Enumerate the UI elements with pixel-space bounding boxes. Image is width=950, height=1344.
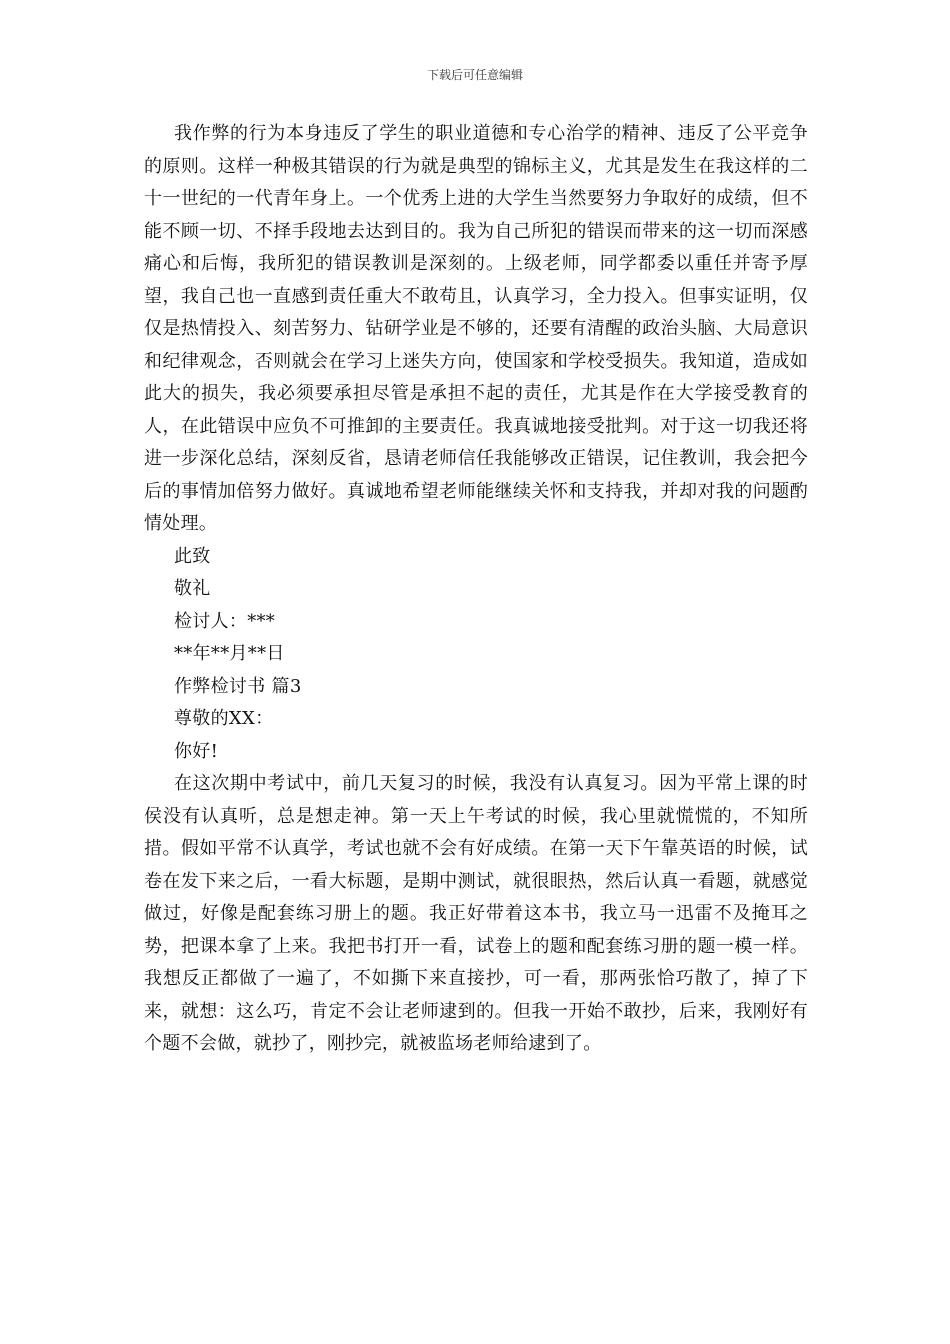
document-body [144, 118, 808, 1061]
salutation: 尊敬的XX： [174, 708, 274, 729]
date-line: **年**月**日 [174, 643, 285, 664]
paragraph-1: 我作弊的行为本身违反了学生的职业道德和专心治学的精神、违反了公平竞争的原则。这样一种极其错误的行为就是典型的锦标主义，尤其是发生在我这样的二十一世纪的一代青年身上。一个优秀上进的大学生当然要努力争取好的成绩，但不能不顾一切、不择手段地去达到目的。我为自己所犯的错误而带来的这一切而深感痛心和后悔，我所犯的错误教训是深刻的。上级老师，同学都委以重任并寄予厚望，我自己也一直感到责任重大不敢苟且，认真学习，全力投入。但事实证明，仅仅是热情投入、刻苦努力、钻研学业是不够的，还要有清醒的政治头脑、大局意识和纪律观念，否则就会在学习上迷失方向，使国家和学校受损失。我知道，造成如此大的损失，我必须要承担尽管是承担不起的责任，尤其是作在大学接受教育的人，在此错误中应负不可推卸的主要责任。我真诚地接受批判。对于这一切我还将进一步深化总结，深刻反省，恳请老师信任我能够改正错误，记住教训，我会把今后的事情加倍努力做好。真诚地希望老师能继续关怀和支持我，并却对我的问题酌情处理。 [144, 123, 808, 534]
greeting: 你好! [174, 740, 219, 762]
closing-line-1: 此致 [174, 545, 211, 567]
closing-line-2: 敬礼 [174, 578, 211, 599]
page-header: 下载后可任意编辑 [426, 68, 523, 82]
section-title: 作弊检讨书 篇3 [174, 675, 302, 697]
signer-line: 检讨人：*** [174, 610, 276, 632]
paragraph-2: 在这次期中考试中，前几天复习的时候，我没有认真复习。因为平常上课的时侯没有认真听，总是想走神。第一天上午考试的时候，我心里就慌慌的，不知所措。假如平常不认真学，考试也就不会有好成绩。在第一天下午靠英语的时候，试卷在发下来之后，一看大标题，是期中测试，就很眼热，然后认真一看题，就感觉做过，好像是配套练习册上的题。我正好带着这本书，我立马一迅雷不及掩耳之势，把课本拿了上来。我把书打开一看，试卷上的题和配套练习册的题一模一样。我想反正都做了一遍了，不如撕下来直接抄，可一看，那两张恰巧散了，掉了下来，就想：这么巧，肯定不会让老师逮到的。但我一开始不敢抄，后来，我刚好有个题不会做，就抄了，刚抄完，就被监场老师给逮到了。 [144, 773, 808, 1054]
